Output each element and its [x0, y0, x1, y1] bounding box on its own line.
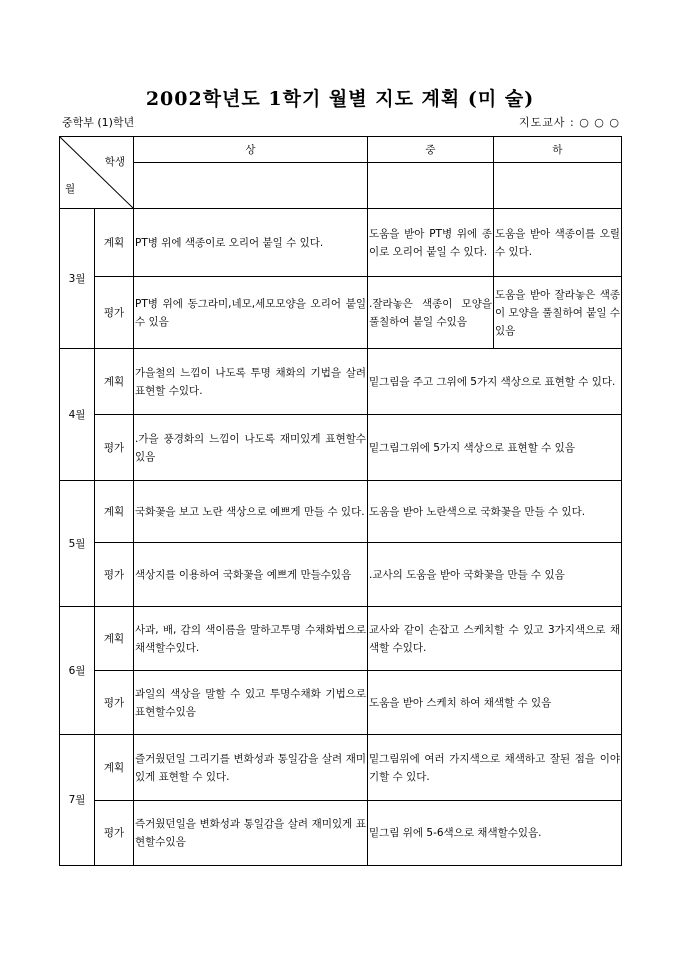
month-label: 3월 — [60, 209, 95, 349]
month-label: 5월 — [60, 481, 95, 607]
class-label: 중학부 (1)학년 — [62, 116, 135, 129]
cell-mid-low: 밑그림을 주고 그위에 5가지 색상으로 표현할 수 있다. — [368, 349, 622, 415]
table-row — [60, 671, 622, 735]
blank-cell — [494, 163, 622, 209]
month-label: 4월 — [60, 349, 95, 481]
table-row — [60, 481, 622, 543]
monthly-plan-table — [59, 136, 622, 866]
row-type-label: 계획 — [95, 735, 134, 801]
table-row — [60, 415, 622, 481]
column-header-mid: 중 — [368, 137, 494, 163]
cell-low: 도움을 받아 색종이를 오릴 수 있다. — [494, 209, 622, 277]
cell-high: 가을철의 느낌이 나도록 투명 채화의 기법을 살려 표현할 수있다. — [134, 349, 368, 415]
cell-high: 즉거웠던일을 변화성과 통일감을 살려 재미있게 표현할수있음 — [134, 801, 368, 866]
month-label: 7월 — [60, 735, 95, 866]
row-type-label: 평가 — [95, 671, 134, 735]
table-row — [60, 735, 622, 801]
cell-mid-low: 밑그림 위에 5-6색으로 채색할수있음. — [368, 801, 622, 866]
row-type-label: 계획 — [95, 607, 134, 671]
row-type-label: 평가 — [95, 543, 134, 607]
cell-high: PT병 위에 색종이로 오리어 붙일 수 있다. — [134, 209, 368, 277]
row-type-label: 평가 — [95, 415, 134, 481]
cell-mid-low: 밑그림그위에 5가지 색상으로 표현할 수 있음 — [368, 415, 622, 481]
column-header-low: 하 — [494, 137, 622, 163]
cell-low: 도움을 받아 잘라놓은 색종이 모양을 풀칠하여 붙일 수 있음 — [494, 277, 622, 349]
diagonal-header-cell — [60, 137, 134, 209]
teacher-label: 지도교사 : ○ ○ ○ — [519, 116, 620, 129]
cell-mid: .잘라놓은 색종이 모양을 풀칠하여 붙일 수있음 — [368, 277, 494, 349]
blank-cell — [134, 163, 368, 209]
row-type-label: 평가 — [95, 277, 134, 349]
table-row — [60, 543, 622, 607]
table-row — [60, 209, 622, 277]
cell-high: .가을 풍경화의 느낌이 나도록 재미있게 표현할수있음 — [134, 415, 368, 481]
table-row — [60, 277, 622, 349]
corner-label-student: 학생 — [104, 156, 125, 168]
table-row — [60, 607, 622, 671]
table-row — [60, 349, 622, 415]
cell-mid-low: 도움을 받아 스케치 하여 채색할 수 있음 — [368, 671, 622, 735]
corner-label-month: 월 — [65, 183, 76, 195]
row-type-label: 계획 — [95, 481, 134, 543]
blank-cell — [368, 163, 494, 209]
table-row — [60, 801, 622, 866]
month-label: 6월 — [60, 607, 95, 735]
row-type-label: 계획 — [95, 349, 134, 415]
cell-high: 색상지를 이용하여 국화꽃을 예쁘게 만들수있음 — [134, 543, 368, 607]
cell-high: 사과, 배, 감의 색이름을 말하고투명 수채화법으로 채색할수있다. — [134, 607, 368, 671]
cell-mid-low: 교사와 같이 손잡고 스케치할 수 있고 3가지색으로 채색할 수있다. — [368, 607, 622, 671]
cell-mid-low: .교사의 도움을 받아 국화꽃을 만들 수 있음 — [368, 543, 622, 607]
cell-mid-low: 밑그림위에 여러 가지색으로 채색하고 잘된 점을 이야기할 수 있다. — [368, 735, 622, 801]
cell-mid-low: 도움을 받아 노란색으로 국화꽃을 만들 수 있다. — [368, 481, 622, 543]
cell-high: PT병 위에 동그라미,네모,세모모양을 오리어 붙일 수 있음 — [134, 277, 368, 349]
row-type-label: 계획 — [95, 209, 134, 277]
page-title: 2002학년도 1학기 월별 지도 계획 (미 술) — [145, 88, 535, 110]
cell-mid: 도움을 받아 PT병 위에 종이로 오리어 붙일 수 있다. — [368, 209, 494, 277]
column-header-high: 상 — [134, 137, 368, 163]
row-type-label: 평가 — [95, 801, 134, 866]
table-blank-row — [60, 163, 622, 209]
cell-high: 즐거웠던일 그리기를 변화성과 통일감을 살려 재미있게 표현할 수 있다. — [134, 735, 368, 801]
cell-high: 국화꽃을 보고 노란 색상으로 예쁘게 만들 수 있다. — [134, 481, 368, 543]
table-header-row — [60, 137, 622, 163]
cell-high: 과일의 색상을 말할 수 있고 투명수채화 기법으로 표현할수있음 — [134, 671, 368, 735]
